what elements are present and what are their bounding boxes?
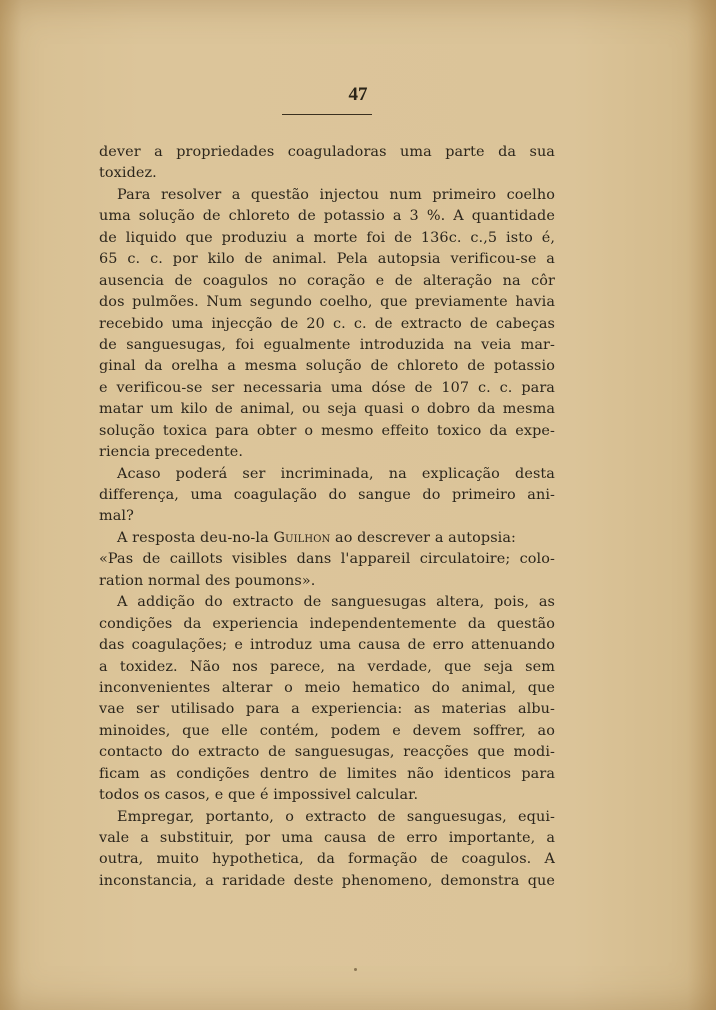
text-line: matar um kilo de animal, ou seja quasi o dobro da mesma [99,401,555,418]
text-line: ration normal des poumons». [99,572,316,589]
text-line: de liquido que produziu a morte foi de 136c. c.,5 isto é, [99,229,555,246]
text-line: inconstancia, a raridade deste phenomeno, demonstra que [99,872,555,889]
text-line: todos os casos, e que é impossivel calcular. [99,787,419,804]
text-line: a toxidez. Não nos parece, na verdade, que seja sem [99,658,555,675]
text-line: dever a propriedades coaguladoras uma parte da sua [99,144,555,160]
paper-speck [354,968,357,971]
text-line: vale a substituir, por uma causa de erro importante, a [99,830,555,846]
body-text [99,142,555,892]
text-line: 65 c. c. por kilo de animal. Pela autopsia verificou-se a [99,251,555,268]
text-line: toxidez. [99,165,157,182]
author-name: Guilhon [273,529,331,546]
text-segment: ao descrever a autopsia: [335,529,517,546]
text-line: uma solução de chloreto de potassio a 3 %. A quantidade [99,208,555,225]
header-rule [282,114,372,115]
text-line: ficam as condições dentro de limites não identicos para [99,765,555,782]
page-number: 47 [348,84,368,105]
text-line: contacto do extracto de sanguesugas, reacções que modi- [99,744,555,761]
text-line: minoides, que elle contém, podem e devem soffrer, ao [99,722,555,739]
text-line: Empregar, portanto, o extracto de sanguesugas, equi- [117,808,555,825]
text-line: de sanguesugas, foi egualmente introduzida na veia mar- [99,336,555,353]
text-line: das coagulações; e introduz uma causa de erro attenuando [99,637,555,654]
text-line: ginal da orelha a mesma solução de chloreto de potassio [99,358,555,375]
text-segment: A resposta deu-no-la [117,529,269,546]
text-line: outra, muito hypothetica, da formação de coagulos. A [99,851,555,868]
text-line: ausencia de coagulos no coração e de alteração na côr [99,272,555,289]
text-line: Acaso poderá ser incriminada, na explicação desta [117,465,555,482]
text-line: condições da experiencia independentemente da questão [99,615,555,632]
text-line: mal? [99,508,134,525]
text-line: solução toxica para obter o mesmo effeito toxico da expe- [99,422,555,439]
text-line: Para resolver a questão injectou num primeiro coelho [117,186,555,203]
text-line: differença, uma coagulação do sangue do primeiro ani- [99,487,555,503]
text-line: dos pulmões. Num segundo coelho, que previamente havia [99,294,555,311]
text-line: «Pas de caillots visibles dans l'appareil circulatoire; colo- [99,551,555,568]
text-line: vae ser utilisado para a experiencia: as materias albu- [99,701,555,718]
text-line: e verificou-se ser necessaria uma dóse de 107 c. c. para [99,379,555,396]
text-line: A addição do extracto de sanguesugas altera, pois, as [117,594,555,611]
text-line: riencia precedente. [99,444,244,461]
text-line: inconvenientes alterar o meio hematico do animal, que [99,679,555,696]
text-line [99,528,555,549]
text-line: recebido uma injecção de 20 c. c. de extracto de cabeças [99,315,555,332]
